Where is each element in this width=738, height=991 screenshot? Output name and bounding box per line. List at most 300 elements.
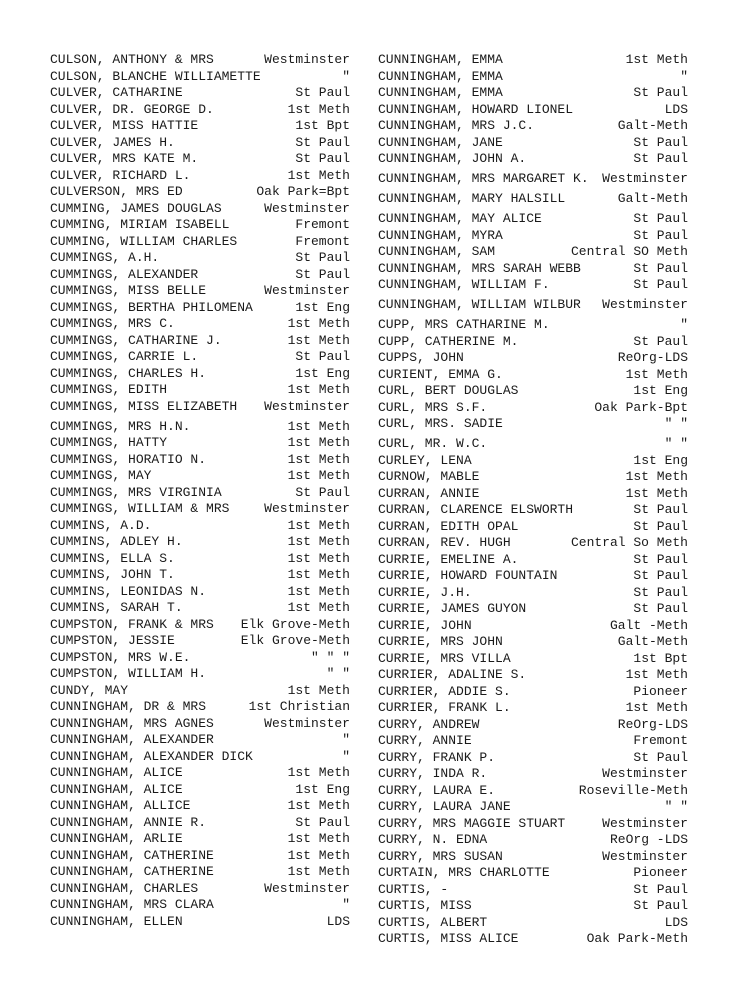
entry-name: CUNNINGHAM, CHARLES [50,880,199,896]
entry-name: CURRIE, EMELINE A. [378,551,519,567]
entry-affiliation: 1st Meth [287,847,350,863]
entry-affiliation: Westminster [602,171,688,186]
entry-affiliation: St Paul [633,898,688,913]
entry-name: CURRY, LAURA E. [378,782,496,798]
entry-affiliation: St Paul [633,227,688,243]
directory-entry [50,85,350,102]
entry-affiliation: 1st Meth [287,418,350,434]
entry-name: CURTIS, - [378,881,449,897]
entry-name: CUNNINGHAM, MRS CLARA [50,897,214,912]
directory-entry [50,534,350,551]
directory-entry [378,634,688,651]
directory-entry [50,485,350,502]
entry-name: CUMMINGS, BERTHA PHILOMENA [50,299,253,315]
entry-name: CURRY, MRS SUSAN [378,848,503,864]
directory-entry [378,171,688,191]
entry-affiliation: 1st Meth [287,167,350,183]
entry-affiliation: Westminster [264,398,350,414]
entry-name: CUMMINGS, MISS ELIZABETH [50,398,238,414]
directory-entry [50,782,350,799]
entry-affiliation: Westminster [264,715,350,731]
directory-entry [50,749,350,766]
entry-name: CUNNINGHAM, SAM [378,244,496,259]
entry-affiliation: Galt-Meth [617,634,688,649]
entry-name: CURL, MR. W.C. [378,436,488,451]
directory-entry [378,244,688,261]
entry-affiliation: " " " [310,649,350,665]
directory-entry [50,584,350,601]
entry-name: CUNNINGHAM, ALICE [50,765,183,780]
directory-entry [378,717,688,734]
entry-affiliation: St Paul [633,260,688,276]
entry-affiliation: St Paul [633,601,688,616]
directory-entry [378,211,688,228]
entry-name: CUMMINS, LEONIDAS N. [50,583,207,599]
entry-affiliation: 1st Meth [287,831,350,846]
entry-affiliation: 1st Meth [287,451,350,467]
directory-entry [378,228,688,245]
directory-entry [378,651,688,668]
directory-entry [50,184,350,201]
directory-entry [378,552,688,569]
entry-affiliation: 1st Meth [287,468,350,483]
directory-entry [378,52,688,69]
entry-name: CUNNINGHAM, EMMA [378,52,503,67]
directory-entry [50,798,350,815]
entry-name: CULVERSON, MRS ED [50,184,183,199]
entry-affiliation: Fremont [633,733,688,748]
entry-name: CUNNINGHAM, ALEXANDER [50,732,214,747]
directory-entry [50,435,350,452]
directory-entry [378,898,688,915]
entry-affiliation: St Paul [295,349,350,364]
directory-entry [50,881,350,898]
entry-affiliation: 1st Eng [295,365,350,381]
entry-name: CULVER, MRS KATE M. [50,151,199,166]
entry-name: CURRIE, JOHN [378,617,472,633]
entry-affiliation: 1st Meth [625,52,688,67]
directory-entry [50,250,350,267]
entry-affiliation: Central SO Meth [570,244,688,259]
entry-name: CUNNINGHAM, JANE [378,134,503,150]
entry-affiliation: Elk Grove-Meth [240,616,350,632]
entry-name: CURRIE, HOWARD FOUNTAIN [378,568,558,583]
directory-entry [378,849,688,866]
entry-name: CUMMINGS, MISS BELLE [50,283,207,298]
entry-affiliation: Westminster [264,283,350,298]
entry-affiliation: 1st Christian [248,699,350,714]
entry-name: CUMMING, WILLIAM CHARLES [50,233,238,249]
entry-name: CUMMINGS, ALEXANDER [50,266,199,282]
entry-affiliation: 1st Meth [625,485,688,501]
directory-entry [50,382,350,399]
entry-name: CUNNINGHAM, WILLIAM WILBUR [378,297,581,312]
directory-entry [50,151,350,168]
directory-entry [378,102,688,119]
entry-name: CUNNINGHAM, MARY HALSILL [378,191,566,206]
entry-affiliation: LDS [664,914,688,930]
entry-name: CUNNINGHAM, JOHN A. [378,151,527,166]
entry-affiliation: 1st Eng [295,781,350,797]
entry-name: CUMMINGS, MAY [50,468,152,483]
directory-entry [50,848,350,865]
directory-entry [378,865,688,882]
entry-name: CUNNINGHAM, DR & MRS [50,699,207,714]
directory-entry [378,135,688,152]
entry-name: CUMMINGS, MRS VIRGINIA [50,484,222,500]
entry-name: CURRY, INDA R. [378,766,488,781]
entry-name: CURL, MRS. SADIE [378,416,503,431]
entry-name: CURRY, LAURA JANE [378,799,511,814]
entry-name: CUNNINGHAM, MRS J.C. [378,118,535,133]
directory-entry [378,486,688,503]
entry-affiliation: 1st Meth [287,316,350,331]
entry-affiliation: 1st Meth [287,101,350,117]
entry-name: CUNNINGHAM, MYRA [378,227,503,243]
entry-name: CURL, BERT DOUGLAS [378,383,519,398]
entry-affiliation: St Paul [633,85,688,100]
entry-name: CUNNINGHAM, CATHERINE [50,864,214,879]
entry-name: CUNNINGHAM, EMMA [378,85,503,100]
entry-affiliation: St Paul [633,333,688,349]
directory-entry [50,732,350,749]
entry-name: CUNNINGHAM, ALLICE [50,798,191,813]
entry-affiliation: St Paul [633,551,688,567]
directory-entry [378,151,688,171]
entry-affiliation: Central So Meth [570,535,688,550]
entry-name: CURRIER, FRANK L. [378,700,511,715]
entry-name: CUPP, MRS CATHARINE M. [378,317,550,332]
entry-name: CUNNINGHAM, ALEXANDER DICK [50,748,253,764]
directory-entry [378,69,688,86]
entry-name: CULVER, MISS HATTIE [50,118,199,133]
directory-entry [378,816,688,833]
directory-entry [378,915,688,932]
entry-affiliation: 1st Meth [287,550,350,566]
entry-affiliation: St Paul [295,250,350,265]
entry-name: CUMMINS, SARAH T. [50,600,183,615]
entry-name: CURRIE, MRS JOHN [378,634,503,649]
directory-entry [50,283,350,300]
entry-affiliation: Pioneer [633,683,688,699]
entry-name: CULVER, JAMES H. [50,134,175,150]
entry-name: CUMMING, MIRIAM ISABELL [50,217,230,232]
entry-name: CUNNINGHAM, ANNIE R. [50,814,207,830]
entry-name: CUMMINS, ADLEY H. [50,534,183,549]
directory-entry [50,699,350,716]
directory-entry [378,469,688,486]
entry-affiliation: " [342,732,350,747]
entry-affiliation: Westminster [602,848,688,864]
entry-name: CUMMINGS, HORATIO N. [50,451,207,467]
entry-affiliation: Galt -Meth [609,617,688,633]
entry-affiliation: " [342,897,350,912]
directory-entry [50,118,350,135]
entry-affiliation: Elk Grove-Meth [240,633,350,648]
directory-entry [378,416,688,436]
entry-affiliation: 1st Meth [287,600,350,615]
directory-entry [378,383,688,400]
entry-affiliation: " " [664,416,688,431]
entry-affiliation: " " [664,799,688,814]
entry-affiliation: Oak Park=Bpt [256,184,350,199]
directory-entry [378,519,688,536]
directory-entry [50,399,350,419]
entry-affiliation: ReOrg -LDS [609,832,688,847]
directory-entry [50,551,350,568]
entry-affiliation: " [680,317,688,332]
directory-entry [50,316,350,333]
directory-entry [378,931,688,948]
directory-entry [378,750,688,767]
entry-affiliation: ReOrg-LDS [617,716,688,732]
entry-name: CURRIE, J.H. [378,584,472,600]
entry-affiliation: St Paul [295,151,350,166]
right-column [378,52,688,948]
entry-affiliation: Westminster [264,501,350,516]
entry-name: CUMMINGS, CHARLES H. [50,365,207,381]
directory-entry [50,217,350,234]
entry-name: CUMMINS, ELLA S. [50,550,175,566]
directory-entry [378,568,688,585]
entry-name: CURTIS, ALBERT [378,914,488,930]
entry-affiliation: 1st Meth [287,332,350,348]
directory-entry [50,600,350,617]
entry-name: CUMMINGS, WILLIAM & MRS [50,501,230,516]
directory-entry [378,832,688,849]
entry-affiliation: 1st Meth [287,682,350,698]
directory-entry [50,366,350,383]
entry-affiliation: St Paul [295,85,350,100]
directory-entry [50,617,350,634]
entry-name: CUNNINGHAM, CATHERINE [50,847,214,863]
entry-affiliation: 1st Meth [287,567,350,582]
entry-affiliation: " " [664,436,688,451]
entry-affiliation: St Paul [633,134,688,150]
entry-name: CUNNINGHAM, WILLIAM F. [378,277,550,292]
entry-affiliation: Galt-Meth [617,118,688,133]
directory-entry [50,468,350,485]
entry-affiliation: " " [326,666,350,681]
entry-affiliation: Pioneer [633,865,688,880]
entry-affiliation: 1st Meth [287,435,350,450]
entry-affiliation: St Paul [295,134,350,150]
directory-entry [50,267,350,284]
directory-entry [50,914,350,931]
entry-affiliation: 1st Meth [287,765,350,780]
directory-entry [378,261,688,278]
directory-entry [378,400,688,417]
directory-entry [378,766,688,783]
entry-name: CUNDY, MAY [50,682,129,698]
directory-entry [50,234,350,251]
directory-entry [378,700,688,717]
directory-entry [50,52,350,69]
entry-affiliation: LDS [664,101,688,117]
entry-name: CURTAIN, MRS CHARLOTTE [378,865,550,880]
entry-name: CURIENT, EMMA G. [378,366,503,382]
entry-name: CUNNINGHAM, MRS SARAH WEBB [378,260,581,276]
entry-affiliation: ReOrg-LDS [617,350,688,365]
entry-affiliation: 1st Meth [625,366,688,382]
directory-entry [378,535,688,552]
entry-name: CURRIE, MRS VILLA [378,650,511,666]
directory-entry [50,864,350,881]
entry-affiliation: St Paul [633,881,688,897]
entry-name: CURRAN, REV. HUGH [378,535,511,550]
entry-name: CUMPSTON, JESSIE [50,633,175,648]
entry-affiliation: Westminster [602,815,688,831]
directory-entry [378,350,688,367]
directory-entry [378,334,688,351]
entry-affiliation: St Paul [633,151,688,166]
entry-affiliation: Westminster [602,297,688,312]
entry-name: CUMMINGS, MRS C. [50,316,175,331]
directory-entry [50,666,350,683]
entry-name: CUNNINGHAM, MAY ALICE [378,211,542,226]
entry-name: CURRAN, CLARENCE ELSWORTH [378,502,574,517]
entry-affiliation: 1st Meth [287,382,350,397]
entry-affiliation: St Paul [633,502,688,517]
entry-name: CULSON, ANTHONY & MRS [50,52,214,67]
entry-name: CUMMINGS, EDITH [50,382,168,397]
directory-entry [50,349,350,366]
directory-entry [378,367,688,384]
entry-name: CUMMINGS, CATHARINE J. [50,332,222,348]
entry-affiliation: 1st Bpt [295,118,350,133]
entry-name: CURNOW, MABLE [378,469,480,484]
entry-affiliation: Westminster [264,52,350,67]
entry-affiliation: 1st Eng [633,383,688,398]
entry-name: CUMPSTON, MRS W.E. [50,649,191,665]
directory-entry [50,168,350,185]
entry-name: CURRY, MRS MAGGIE STUART [378,815,566,831]
entry-name: CUMMINGS, CARRIE L. [50,349,199,364]
entry-affiliation: Westminster [602,766,688,781]
directory-entry [50,633,350,650]
directory-entry [378,317,688,334]
entry-name: CURRIE, JAMES GUYON [378,601,527,616]
entry-affiliation: Fremont [295,233,350,249]
entry-name: CUNNINGHAM, EMMA [378,68,503,84]
entry-name: CUNNINGHAM, HOWARD LIONEL [378,101,574,117]
entry-name: CURL, MRS S.F. [378,399,488,415]
entry-affiliation: St Paul [295,266,350,282]
directory-entry [378,667,688,684]
entry-affiliation: St Paul [633,568,688,583]
directory-entry [378,191,688,211]
entry-name: CUNNINGHAM, ALICE [50,781,183,797]
entry-affiliation: 1st Bpt [633,650,688,666]
entry-affiliation: Fremont [295,217,350,232]
entry-affiliation: St Paul [295,814,350,830]
entry-affiliation: 1st Eng [295,299,350,315]
entry-name: CURTIS, MISS [378,898,472,913]
entry-affiliation: St Paul [633,518,688,534]
left-column [50,52,350,930]
entry-affiliation: Oak Park-Meth [586,931,688,946]
directory-entry [378,436,688,453]
entry-affiliation: St Paul [633,211,688,226]
entry-name: CURLEY, LENA [378,452,472,468]
directory-entry [50,102,350,119]
directory-entry [378,684,688,701]
directory-entry [378,882,688,899]
entry-name: CURRY, N. EDNA [378,832,488,847]
directory-entry [50,650,350,667]
entry-name: CUMMINGS, HATTY [50,435,168,450]
directory-entry [378,85,688,102]
directory-entry [50,135,350,152]
directory-entry [50,831,350,848]
entry-affiliation: 1st Meth [287,517,350,533]
directory-entry [378,601,688,618]
entry-affiliation: Westminster [264,200,350,216]
directory-entry [50,765,350,782]
entry-name: CUMMINGS, MRS H.N. [50,418,191,434]
directory-entry [378,585,688,602]
entry-affiliation: 1st Meth [625,667,688,682]
entry-affiliation: Roseville-Meth [578,782,688,798]
directory-entry [378,799,688,816]
entry-name: CUMMINS, A.D. [50,517,152,533]
entry-name: CUNNINGHAM, MRS AGNES [50,715,214,731]
entry-affiliation: Galt-Meth [617,191,688,206]
entry-name: CURRAN, EDITH OPAL [378,518,519,534]
directory-entry [50,683,350,700]
entry-affiliation: " [342,748,350,764]
directory-entry [50,501,350,518]
entry-name: CUNNINGHAM, ARLIE [50,831,183,846]
directory-entry [378,453,688,470]
entry-affiliation: St Paul [633,584,688,600]
directory-entry [50,333,350,350]
entry-name: CURRY, ANDREW [378,716,480,732]
entry-name: CUNNINGHAM, MRS MARGARET K. [378,171,589,186]
entry-affiliation: 1st Meth [287,864,350,879]
entry-affiliation: 1st Meth [287,534,350,549]
entry-affiliation: St Paul [633,749,688,765]
entry-affiliation: " [680,68,688,84]
entry-affiliation: 1st Eng [633,452,688,468]
directory-entry [378,502,688,519]
directory-entry [378,618,688,635]
entry-name: CUMPSTON, FRANK & MRS [50,616,214,632]
directory-entry [50,897,350,914]
entry-name: CUMMINS, JOHN T. [50,567,175,582]
entry-name: CUMMINGS, A.H. [50,250,160,265]
entry-affiliation: 1st Meth [625,700,688,715]
directory-entry [50,567,350,584]
directory-entry [50,69,350,86]
directory-entry [378,783,688,800]
directory-entry [50,452,350,469]
entry-affiliation: LDS [326,913,350,929]
entry-name: CURRIER, ADALINE S. [378,667,527,682]
entry-name: CURRY, FRANK P. [378,749,496,765]
entry-name: CULVER, RICHARD L. [50,167,191,183]
entry-name: CURRIER, ADDIE S. [378,683,511,699]
entry-affiliation: 1st Meth [287,798,350,813]
entry-name: CULSON, BLANCHE WILLIAMETTE [50,68,261,84]
directory-entry [50,815,350,832]
entry-name: CUNNINGHAM, ELLEN [50,913,183,929]
entry-name: CUMMING, JAMES DOUGLAS [50,200,222,216]
directory-entry [378,118,688,135]
directory-entry [378,277,688,297]
entry-affiliation: 1st Meth [287,583,350,599]
directory-entry [50,518,350,535]
